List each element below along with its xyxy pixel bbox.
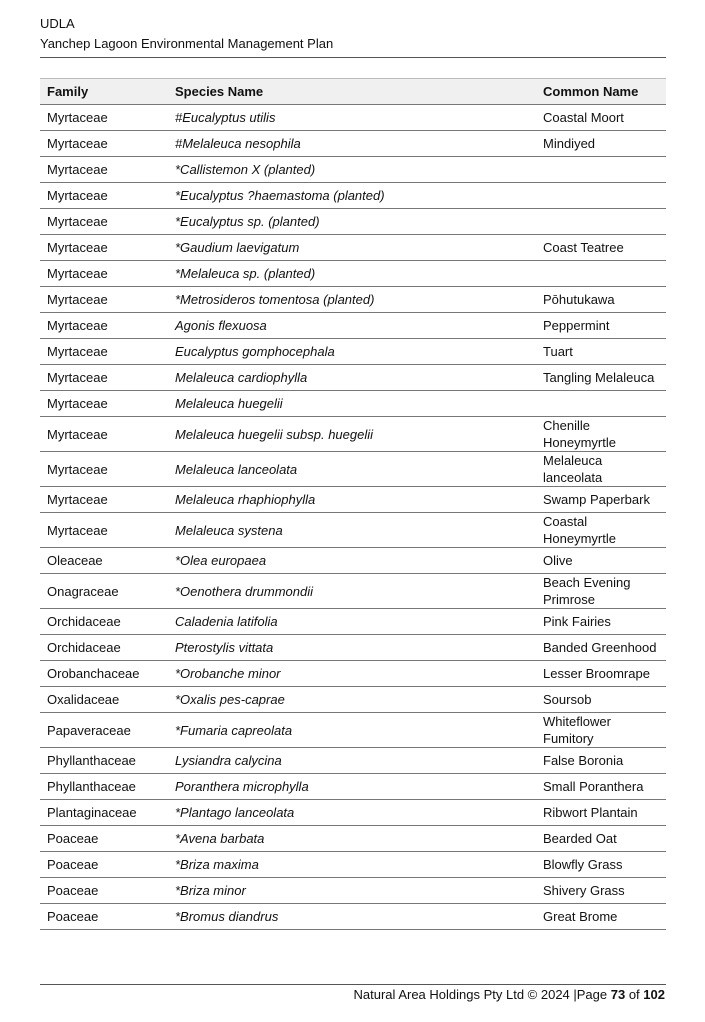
cell-species-name: *Briza maxima: [168, 852, 536, 878]
table-row: [40, 635, 666, 661]
cell-species-name: #Melaleuca nesophila: [168, 131, 536, 157]
cell-common-name: Swamp Paperbark: [536, 487, 666, 513]
cell-family: Phyllanthaceae: [40, 748, 168, 774]
cell-family: Myrtaceae: [40, 513, 168, 548]
cell-common-name: Banded Greenhood: [536, 635, 666, 661]
cell-common-name: [536, 261, 666, 287]
table-row: [40, 131, 666, 157]
cell-common-name: Tuart: [536, 339, 666, 365]
table-row: [40, 313, 666, 339]
cell-common-name: Blowfly Grass: [536, 852, 666, 878]
table-row: [40, 261, 666, 287]
footer-page-total: 102: [643, 987, 665, 1002]
cell-family: Myrtaceae: [40, 452, 168, 487]
table-row: [40, 826, 666, 852]
cell-species-name: Melaleuca huegelii: [168, 391, 536, 417]
cell-species-name: Poranthera microphylla: [168, 774, 536, 800]
cell-family: Myrtaceae: [40, 183, 168, 209]
header-divider: [40, 57, 666, 58]
cell-species-name: Pterostylis vittata: [168, 635, 536, 661]
cell-species-name: Melaleuca systena: [168, 513, 536, 548]
cell-species-name: Lysiandra calycina: [168, 748, 536, 774]
cell-family: Oxalidaceae: [40, 687, 168, 713]
header-row: [40, 79, 666, 105]
footer-page-number: 73: [610, 987, 626, 1002]
cell-species-name: *Metrosideros tomentosa (planted): [168, 287, 536, 313]
cell-common-name: Mindiyed: [536, 131, 666, 157]
cell-species-name: *Bromus diandrus: [168, 904, 536, 930]
cell-species-name: *Eucalyptus sp. (planted): [168, 209, 536, 235]
cell-common-name: Pōhutukawa: [536, 287, 666, 313]
table-row: [40, 687, 666, 713]
cell-species-name: *Avena barbata: [168, 826, 536, 852]
cell-family: Poaceae: [40, 878, 168, 904]
table-row: [40, 183, 666, 209]
table-row: [40, 391, 666, 417]
cell-species-name: Melaleuca rhaphiophylla: [168, 487, 536, 513]
cell-family: Myrtaceae: [40, 339, 168, 365]
cell-common-name: Great Brome: [536, 904, 666, 930]
column-header-species: Species Name: [168, 79, 536, 105]
table-row: [40, 452, 666, 487]
cell-species-name: Agonis flexuosa: [168, 313, 536, 339]
species-table-body: [40, 105, 666, 930]
table-row: [40, 487, 666, 513]
header-org: UDLA: [40, 16, 75, 31]
cell-family: Poaceae: [40, 904, 168, 930]
cell-family: Myrtaceae: [40, 313, 168, 339]
cell-common-name: Whiteflower Fumitory: [536, 713, 666, 748]
cell-common-name: Ribwort Plantain: [536, 800, 666, 826]
table-row: [40, 852, 666, 878]
cell-common-name: Soursob: [536, 687, 666, 713]
cell-common-name: Tangling Melaleuca: [536, 365, 666, 391]
cell-common-name: Coastal Honeymyrtle: [536, 513, 666, 548]
table-row: [40, 661, 666, 687]
table-row: [40, 878, 666, 904]
cell-common-name: Peppermint: [536, 313, 666, 339]
table-row: [40, 774, 666, 800]
cell-species-name: *Gaudium laevigatum: [168, 235, 536, 261]
cell-species-name: Melaleuca cardiophylla: [168, 365, 536, 391]
table-row: [40, 548, 666, 574]
header-doc-title: Yanchep Lagoon Environmental Management Plan: [40, 36, 334, 51]
cell-species-name: *Olea europaea: [168, 548, 536, 574]
column-header-family: Family: [40, 79, 168, 105]
footer-divider: [40, 984, 666, 985]
cell-family: Myrtaceae: [40, 487, 168, 513]
cell-family: Myrtaceae: [40, 131, 168, 157]
table-row: [40, 209, 666, 235]
cell-species-name: #Eucalyptus utilis: [168, 105, 536, 131]
table-row: [40, 105, 666, 131]
table-row: [40, 713, 666, 748]
table-row: [40, 748, 666, 774]
cell-common-name: [536, 209, 666, 235]
table-row: [40, 609, 666, 635]
cell-common-name: Olive: [536, 548, 666, 574]
cell-family: Papaveraceae: [40, 713, 168, 748]
table-row: [40, 365, 666, 391]
cell-family: Myrtaceae: [40, 417, 168, 452]
cell-common-name: [536, 157, 666, 183]
cell-common-name: Bearded Oat: [536, 826, 666, 852]
cell-family: Myrtaceae: [40, 391, 168, 417]
cell-family: Myrtaceae: [40, 365, 168, 391]
footer-of-label: of: [625, 987, 644, 1002]
cell-species-name: Melaleuca huegelii subsp. huegelii: [168, 417, 536, 452]
cell-species-name: *Fumaria capreolata: [168, 713, 536, 748]
cell-family: Myrtaceae: [40, 157, 168, 183]
cell-family: Myrtaceae: [40, 209, 168, 235]
cell-species-name: Melaleuca lanceolata: [168, 452, 536, 487]
cell-common-name: Coastal Moort: [536, 105, 666, 131]
cell-family: Myrtaceae: [40, 261, 168, 287]
cell-species-name: *Orobanche minor: [168, 661, 536, 687]
cell-species-name: *Callistemon X (planted): [168, 157, 536, 183]
cell-species-name: *Plantago lanceolata: [168, 800, 536, 826]
page-header: [40, 14, 666, 54]
cell-common-name: Coast Teatree: [536, 235, 666, 261]
cell-family: Orchidaceae: [40, 635, 168, 661]
species-table-head: [40, 79, 666, 105]
species-table: [40, 78, 666, 930]
cell-family: Myrtaceae: [40, 287, 168, 313]
table-row: [40, 513, 666, 548]
table-row: [40, 287, 666, 313]
cell-common-name: [536, 391, 666, 417]
cell-species-name: *Briza minor: [168, 878, 536, 904]
cell-common-name: Lesser Broomrape: [536, 661, 666, 687]
cell-common-name: [536, 183, 666, 209]
table-row: [40, 235, 666, 261]
table-row: [40, 800, 666, 826]
table-row: [40, 574, 666, 609]
cell-family: Onagraceae: [40, 574, 168, 609]
table-row: [40, 157, 666, 183]
cell-species-name: Eucalyptus gomphocephala: [168, 339, 536, 365]
cell-family: Poaceae: [40, 826, 168, 852]
cell-species-name: *Melaleuca sp. (planted): [168, 261, 536, 287]
table-row: [40, 417, 666, 452]
cell-common-name: Shivery Grass: [536, 878, 666, 904]
cell-family: Myrtaceae: [40, 105, 168, 131]
cell-common-name: Small Poranthera: [536, 774, 666, 800]
cell-common-name: Chenille Honeymyrtle: [536, 417, 666, 452]
cell-common-name: False Boronia: [536, 748, 666, 774]
cell-family: Myrtaceae: [40, 235, 168, 261]
cell-family: Oleaceae: [40, 548, 168, 574]
cell-species-name: *Eucalyptus ?haemastoma (planted): [168, 183, 536, 209]
cell-common-name: Melaleuca lanceolata: [536, 452, 666, 487]
cell-family: Phyllanthaceae: [40, 774, 168, 800]
cell-species-name: Caladenia latifolia: [168, 609, 536, 635]
cell-species-name: *Oxalis pes-caprae: [168, 687, 536, 713]
cell-species-name: *Oenothera drummondii: [168, 574, 536, 609]
cell-family: Orchidaceae: [40, 609, 168, 635]
table-row: [40, 904, 666, 930]
table-row: [40, 339, 666, 365]
cell-family: Plantaginaceae: [40, 800, 168, 826]
cell-family: Poaceae: [40, 852, 168, 878]
cell-family: Orobanchaceae: [40, 661, 168, 687]
column-header-common-name: Common Name: [536, 79, 666, 105]
page-footer: [354, 986, 665, 1004]
cell-common-name: Beach Evening Primrose: [536, 574, 666, 609]
footer-text: Natural Area Holdings Pty Ltd © 2024 |Page: [353, 987, 611, 1002]
cell-common-name: Pink Fairies: [536, 609, 666, 635]
